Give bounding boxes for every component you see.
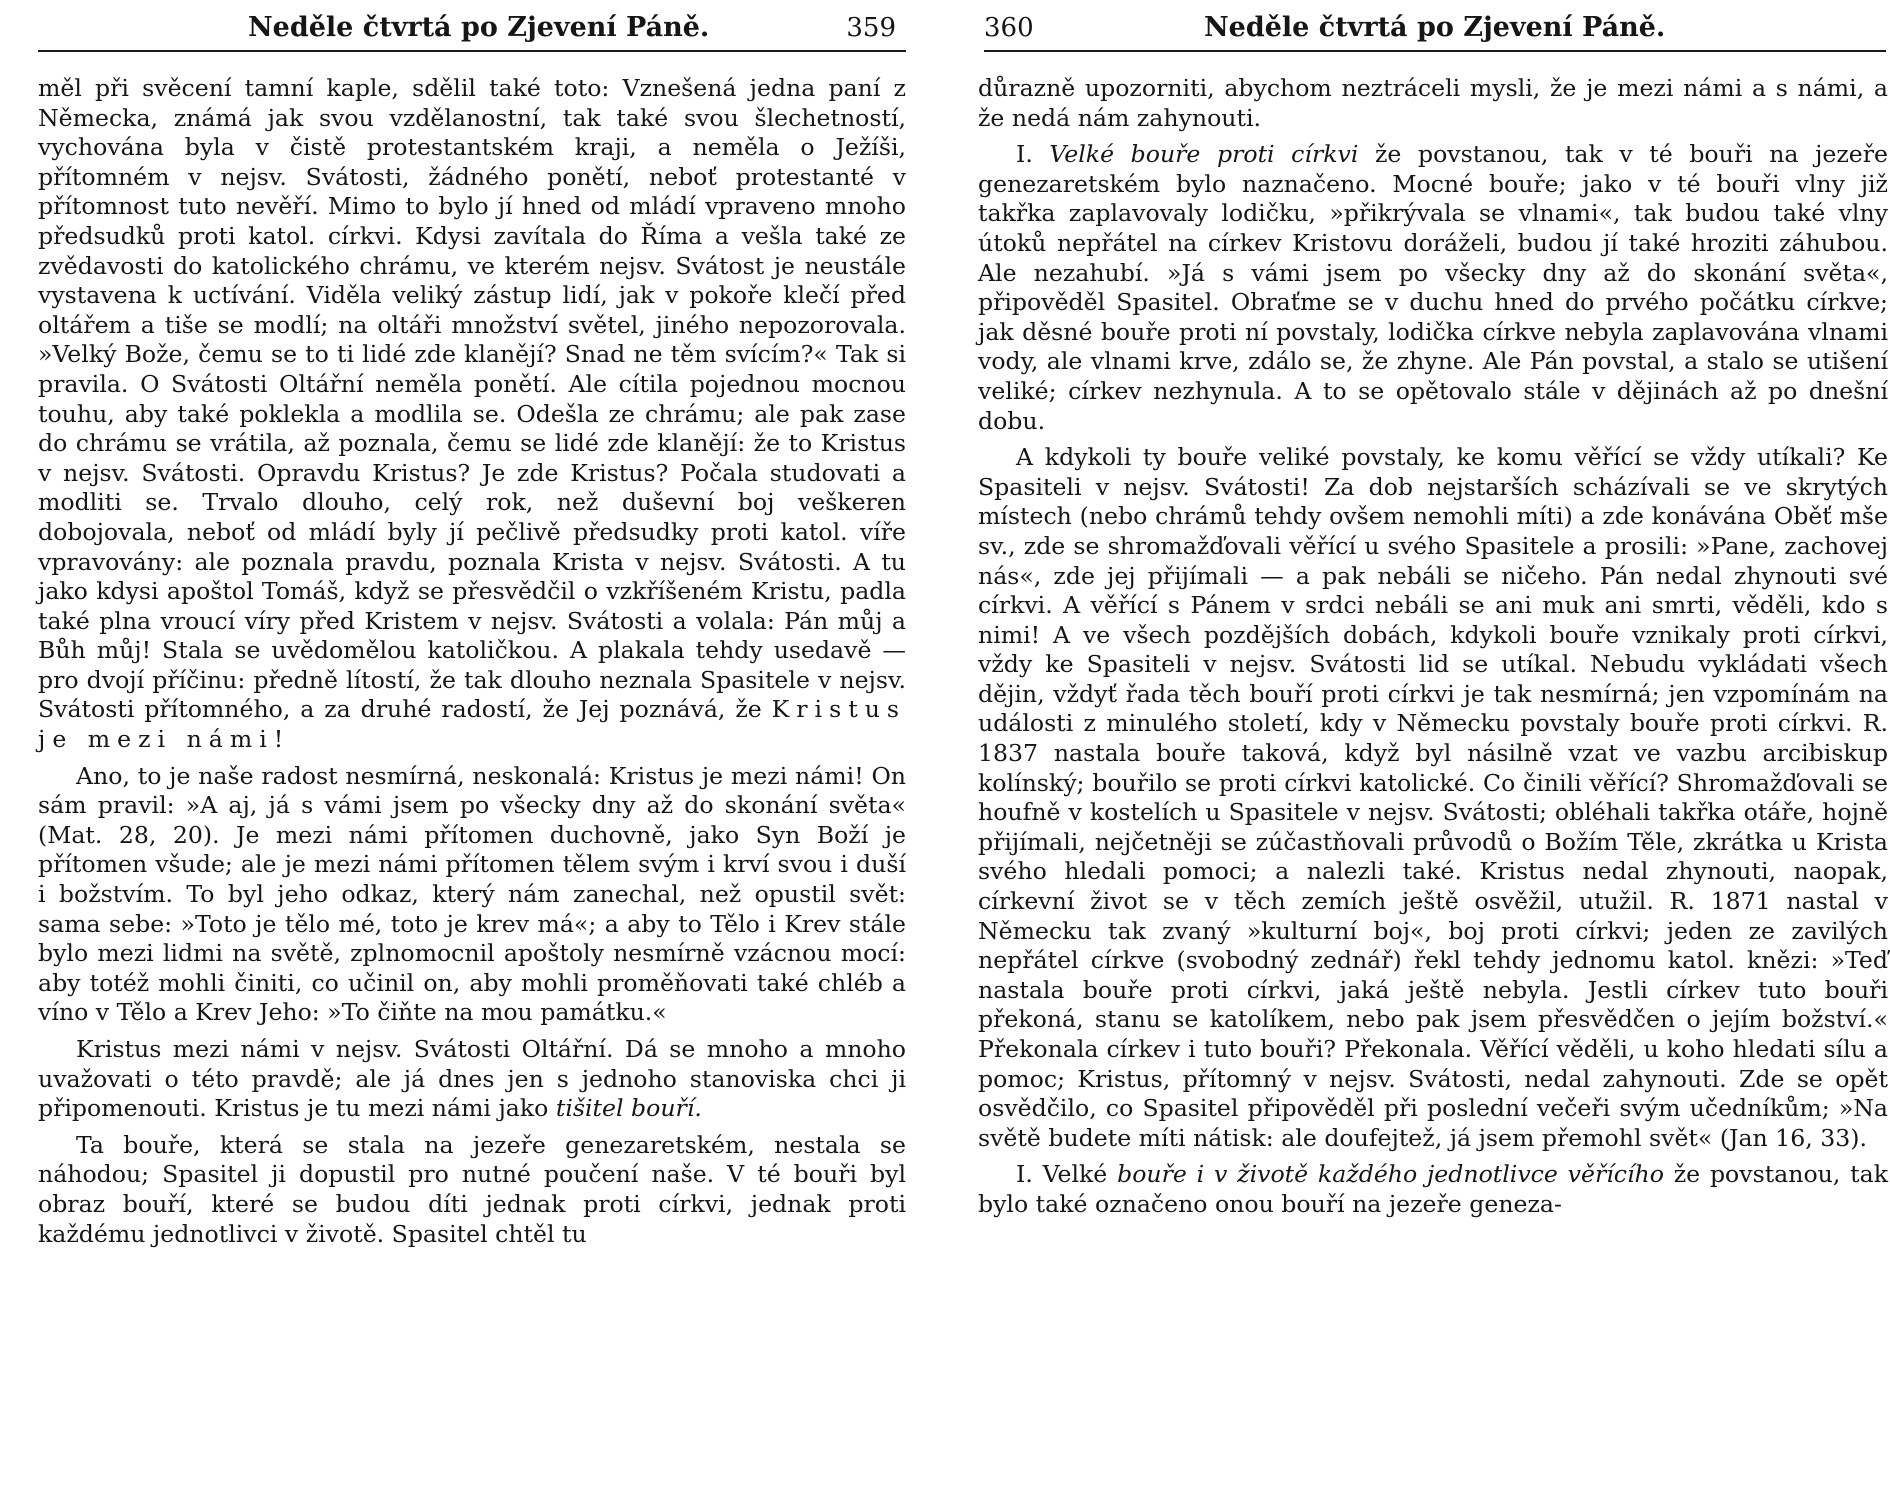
- paragraph: [978, 74, 1888, 133]
- text-run: I. Velké: [1016, 1160, 1118, 1189]
- emphasized-spaced-text: Kristus je mezi námi!: [38, 695, 906, 754]
- italic-text-run: tišitel bouří.: [555, 1094, 702, 1123]
- left-header-title: Neděle čtvrtá po Zjevení Páně.: [248, 12, 710, 43]
- paragraph: [38, 1131, 906, 1249]
- left-page: [0, 0, 912, 1500]
- italic-text-run: Velké bouře proti církvi: [1049, 140, 1359, 169]
- text-run: že povstanou, tak v té bouři na jezeře genezaretském bylo naznačeno. Mocné bouře; jako v té bouři vlny již takřka zaplavovaly lodičku, »přikrývala se vlnami«, tak budou také vlny útoků nepřátel na církev Kristovu doráželi, budou jí také hroziti záhubou. Ale nezahubí. »Já s vámi jsem po všecky dny až do skonání světa«, připověděl Spasitel. Obraťme se v duchu hned do prvého počátku církve; jak děsné bouře proti ní povstaly, lodička církve nebyla zaplavována vlnami vody, ale vlnami krve, zdálo se, že zhyne. Ale Pán povstal, a stalo se utišení veliké; církev nezhynula. A to se opětovalo stále v dějinách až po dnešní dobu.: [978, 140, 1889, 435]
- text-run: Ta bouře, která se stala na jezeře genezaretském, nestala se náhodou; Spasitel ji dopustil pro nutné poučení naše. V té bouři byl obraz bouří, které se budou díti jednak proti církvi, jednak proti každému jednotlivci v životě. Spasitel chtěl tu: [38, 1130, 906, 1248]
- paragraph: [978, 443, 1888, 1153]
- left-page-number: 359: [846, 13, 896, 43]
- text-run: Kristus mezi námi v nejsv. Svátosti Oltářní. Dá se mnoho a mnoho uvažovati o této pravdě; ale já dnes jen s jednoho stanoviska chci ji připomenouti. Kristus je tu mezi námi jako: [38, 1035, 906, 1123]
- text-run: že povstanou, tak bylo také označeno onou bouří na jezeře geneza-: [978, 1160, 1888, 1218]
- paragraph: [38, 1035, 906, 1124]
- paragraph: [38, 762, 906, 1028]
- right-page-number: 360: [984, 13, 1034, 43]
- right-header-title: Neděle čtvrtá po Zjevení Páně.: [1204, 12, 1666, 43]
- paragraph: [38, 74, 906, 755]
- text-run: Ano, to je naše radost nesmírná, neskonalá: Kristus je mezi námi! On sám pravil: »A aj, já s vámi jsem po všecky dny až do skonání světa« (Mat. 28, 20). Je mezi námi přítomen duchovně, jako Syn Boží je přítomen všude; ale je mezi námi přítomen tělem svým i krví svou i duší i božstvím. To byl jeho odkaz, který nám zanechal, než opustil svět: sama sebe: »Toto je tělo mé, toto je krev má«; a aby to Tělo i Krev stále bylo mezi lidmi na světě, zplnomocnil apoštoly nesmírně vzácnou mocí: aby totéž mohli činiti, co učinil on, aby mohli proměňovati také chléb a víno v Tělo a Krev Jeho: »To čiňte na mou památku.«: [38, 761, 906, 1027]
- text-run: I.: [1016, 140, 1050, 169]
- paragraph: [978, 140, 1888, 436]
- right-running-head: [984, 6, 1886, 52]
- right-page: [978, 0, 1890, 1500]
- text-run: měl při svěcení tamní kaple, sdělil také toto: Vznešená jedna paní z Německa, známá jak svou vzdělanostní, tak také svou šlechetností, vychována byla v čistě protestantském kraji, a neměla o Ježíši, přítomném v nejsv. Svátosti, žádného ponětí, neboť protestanté v přítomnost tuto nevěří. Mimo to bylo jí hned od mládí vpraveno mnoho předsudků proti katol. církvi. Kdysi zavítala do Říma a vešla také ze zvědavosti do katolického chrámu, ve kterém nejsv. Svátost je neustále vystavena k uctívání. Viděla veliký zástup lidí, jak v pokoře klečí před oltářem a tiše se modlí; na oltáři množství světel, jiného nepozorovala. »Velký Bože, čemu se to ti lidé zde klanějí? Snad ne těm svícím?« Tak si pravila. O Svátosti Oltářní neměla ponětí. Ale cítila pojednou mocnou touhu, aby také poklekla a modlila se. Odešla ze chrámu; ale pak zase do chrámu se vrátila, až poznala, čemu se lidé zde klanějí: že to Kristus v nejsv. Svátosti. Opravdu Kristus? Je zde Kristus? Počala studovati a modliti se. Trvalo dlouho, celý rok, než duševní boj veškeren dobojovala, neboť od mládí byly jí pečlivě předsudky proti katol. víře vpravovány: ale poznala pravdu, poznala Krista v nejsv. Svátosti. A tu jako kdysi apoštol Tomáš, když se přesvědčil o vzkříšeném Kristu, padla také plna vroucí víry před Kristem v nejsv. Svátosti a volala: Pán můj a Bůh můj! Stala se uvědomělou katoličkou. A plakala tehdy usedavě — pro dvojí příčinu: předně lítostí, že tak dlouho neznala Spasitele v nejsv. Svátosti přítomného, a za druhé radostí, že Jej poznává, že: [38, 74, 906, 724]
- text-run: A kdykoli ty bouře veliké povstaly, ke komu věřící se vždy utíkali? Ke Spasiteli v nejsv. Svátosti! Za dob nejstarších scházívali se ve skrytých místech (nebo chrámů tehdy ovšem nemohli míti) a zde konávána Oběť mše sv., zde se shromažďovali věřící u svého Spasitele a prosili: »Pane, zachovej nás«, zde jej přijímali — a pak nebáli se ničeho. Pán nedal zhynouti své církvi. A věřící s Pánem v srdci nebáli se ani muk ani smrti, věděli, kdo s nimi! A ve všech pozdějších dobách, kdykoli bouře vznikaly proti církvi, vždy ke Spasiteli v nejsv. Svátosti lid se utíkal. Nebudu vykládati všech dějin, vždyť řada těch bouří proti církvi je tak nesmírná; jen vzpomínám na události z minulého století, kdy v Německu povstaly bouře proti církvi. R. 1837 nastala bouře taková, když byl násilně vzat ve vazbu arcibiskup kolínský; bouřilo se proti církvi katolické. Co činili věřící? Shromažďovali se houfně v kostelích u Spasitele v nejsv. Svátosti; obléhali takřka otáře, hojně přijímali, nejčetněji se zúčastňovali průvodů o Božím Těle, zkrátka u Krista svého hledali pomoci; a nalezli také. Kristus nedal zhynouti, naopak, církevní život se v těch zemích ještě osvěžil, utužil. R. 1871 nastal v Německu tak zvaný »kulturní boj«, boj proti církvi; jeden ze zavilých nepřátel církve (svobodný zednář) řekl tehdy jednomu katol. knězi: »Teď nastala bouře proti církvi, jaká ještě nebyla. Jestli církev tuto bouři překoná, stanu se katolíkem, nebo pak jsem přesvědčen o jejím božství.« Překonala církev i tuto bouři? Překonala. Věřící věděli, u koho hledati sílu a pomoc; Kristus, přítomný v nejsv. Svátosti, nedal zahynouti. Zde se opět osvědčilo, co Spasitel připověděl při poslední večeři svým učedníkům; »Na světě budete míti nátisk: ale doufejtež, já jsem přemohl svět« (Jan 16, 33).: [978, 443, 1888, 1152]
- text-run: důrazně upozorniti, abychom neztráceli mysli, že je mezi námi a s námi, a že nedá nám zahynouti.: [978, 74, 1888, 132]
- right-body-text: [978, 74, 1888, 1220]
- left-body-text: [38, 74, 906, 1249]
- italic-text-run: bouře i v životě každého jednotlivce věřícího: [1117, 1160, 1664, 1189]
- paragraph: [978, 1160, 1888, 1219]
- left-running-head: [38, 6, 906, 52]
